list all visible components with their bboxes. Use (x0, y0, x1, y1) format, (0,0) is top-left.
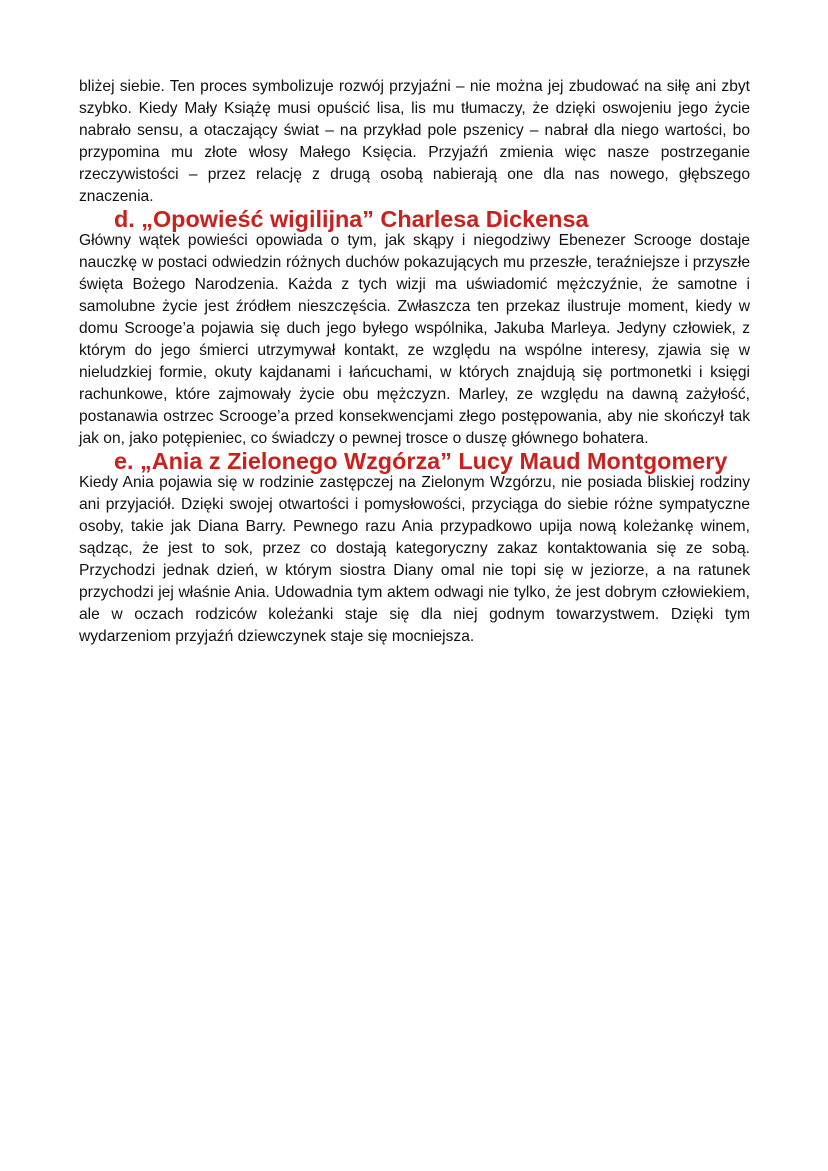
document-page (79, 76, 750, 648)
paragraph-opowiesc-wigilijna: Główny wątek powieści opowiada o tym, jak skąpy i niegodziwy Ebenezer Scrooge dostaje nauczkę w postaci odwiedzin różnych duchów pokazujących mu przeszłe, teraźniejsze i przyszłe święta Bożego Narodzenia. Każda z tych wizji ma uświadomić mężczyźnie, że samotne i samolubne życie jest źródłem nieszczęścia. Zwłaszcza ten przekaz ilustruje moment, kiedy w domu Scrooge’a pojawia się duch jego byłego wspólnika, Jakuba Marleya. Jedyny człowiek, z którym do jego śmierci utrzymywał kontakt, ze względu na wspólne interesy, zjawia się w nieludzkiej formie, okuty kajdanami i łańcuchami, w których znajdują się portmonetki i księgi rachunkowe, które zajmowały życie obu mężczyzn. Marley, ze względu na dawną zażyłość, postanawia ostrzec Scrooge’a przed konsekwencjami złego postępowania, aby nie skończył tak jak on, jako potępieniec, co świadczy o pewnej trosce o duszę głównego bohatera. (79, 232, 750, 447)
section-heading-opowiesc-wigilijna: d. „Opowieść wigilijna” Charlesa Dickensa (114, 206, 589, 232)
section-heading-ania-z-zielonego-wzgorza: e. „Ania z Zielonego Wzgórza” Lucy Maud Montgomery (114, 448, 728, 474)
paragraph-friendship-conclusion: bliżej siebie. Ten proces symbolizuje rozwój przyjaźni – nie można jej zbudować na siłę ani zbyt szybko. Kiedy Mały Książę musi opuścić lisa, lis mu tłumaczy, że dzięki oswojeniu jego życie nabrało sensu, a otaczający świat – na przykład pole pszenicy – nabrał dla niego wartości, bo przypomina mu złote włosy Małego Księcia. Przyjaźń zmienia więc nasze postrzeganie rzeczywistości – przez relację z drugą osobą nabierają one dla nas nowego, głębszego znaczenia. (79, 78, 750, 205)
paragraph-ania-z-zielonego-wzgorza: Kiedy Ania pojawia się w rodzinie zastępczej na Zielonym Wzgórzu, nie posiada bliskiej rodziny ani przyjaciół. Dzięki swojej otwartości i pomysłowości, przyciąga do siebie różne sympatyczne osoby, takie jak Diana Barry. Pewnego razu Ania przypadkowo upija nową koleżankę winem, sądząc, że jest to sok, przez co dostają kategoryczny zakaz kontaktowania się ze sobą. Przychodzi jednak dzień, w którym siostra Diany omal nie topi się w jeziorze, a na ratunek przychodzi jej właśnie Ania. Udowadnia tym aktem odwagi nie tylko, że jest dobrym człowiekiem, ale w oczach rodziców koleżanki staje się dla niej godnym towarzystwem. Dzięki tym wydarzeniom przyjaźń dziewczynek staje się mocniejsza. (79, 474, 750, 645)
